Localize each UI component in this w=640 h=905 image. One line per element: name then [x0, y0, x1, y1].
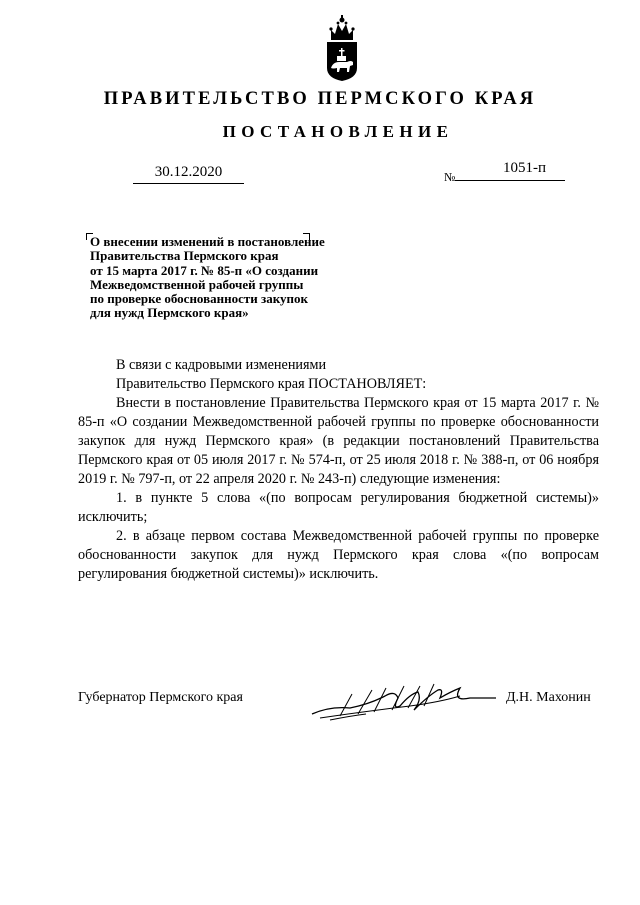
body-paragraph: 1. в пункте 5 слова «(по вопросам регулирования бюджетной системы)» исключить; — [78, 490, 599, 525]
signer-name: Д.Н. Махонин — [506, 690, 591, 705]
body-paragraph: 2. в абзаце первом состава Межведомственной рабочей группы по проверке обоснованности закупок для нужд Пермского края слова «(по вопросам регулирования бюджетной системы)» исключить. — [78, 528, 599, 582]
subject-line: Правительства Пермского края — [90, 248, 279, 264]
document-body — [78, 356, 599, 584]
subject-line: О внесении изменений в постановление — [90, 234, 325, 249]
body-paragraph: Правительство Пермского края ПОСТАНОВЛЯЕТ: — [116, 376, 427, 392]
organization-title: ПРАВИТЕЛЬСТВО ПЕРМСКОГО КРАЯ — [103, 89, 537, 109]
document-number: 1051-п — [502, 160, 546, 176]
signer-title: Губернатор Пермского края — [78, 690, 243, 705]
number-underline — [455, 180, 565, 181]
subject-line: для нужд Пермского края» — [90, 305, 249, 321]
date-underline — [133, 183, 244, 184]
number-sign: № — [444, 170, 456, 184]
subject-line: по проверке обоснованности закупок — [90, 291, 309, 307]
document-date-field — [133, 164, 244, 184]
document-date: 30.12.2020 — [154, 164, 223, 180]
document-number-field — [455, 160, 565, 181]
handwritten-signature — [300, 676, 500, 726]
body-paragraph: В связи с кадровыми изменениями — [116, 357, 327, 373]
subject-line: Межведомственной рабочей группы — [90, 276, 304, 292]
document-type: ПОСТАНОВЛЕНИЕ — [222, 122, 454, 141]
document-subject — [90, 235, 380, 321]
coat-of-arms-icon — [325, 12, 359, 82]
body-paragraph: Внести в постановление Правительства Пермского края от 15 марта 2017 г. № 85-п «О создании Межведомственной рабочей группы по проверке обоснованности закупок для нужд Пермского края» (в редакции постановлений Правительства Пермского края от 05 июля 2017 г. № 574-п, от 25 июля 2018 г. № 388-п, от 06 ноября 2019 г. № 797-п, от 22 апреля 2020 г. № 243-п) следующие изменения: — [78, 395, 599, 487]
subject-line: от 15 марта 2017 г. № 85-п «О создании — [90, 262, 319, 278]
